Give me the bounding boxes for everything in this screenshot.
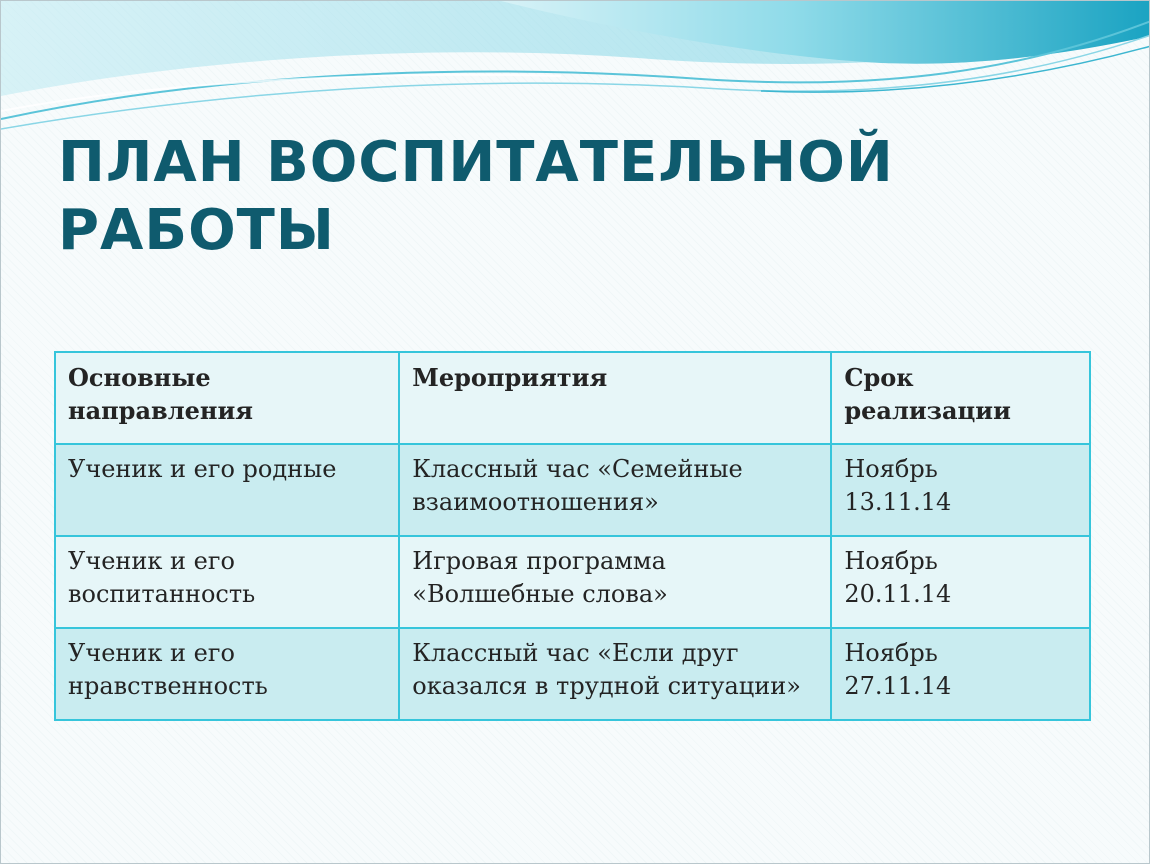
deadline-date: 13.11.14 bbox=[844, 488, 952, 516]
deadline-month: Ноябрь bbox=[844, 455, 938, 483]
cell-deadline bbox=[831, 628, 1090, 720]
cell-event: Классный час «Семейные взаимоотношения» bbox=[399, 444, 831, 536]
header-deadline: Срок реализации bbox=[831, 352, 1090, 444]
cell-deadline bbox=[831, 444, 1090, 536]
decorative-waves bbox=[1, 1, 1150, 141]
cell-event: Игровая программа «Волшебные слова» bbox=[399, 536, 831, 628]
header-events: Мероприятия bbox=[399, 352, 831, 444]
cell-direction: Ученик и его нравственность bbox=[55, 628, 399, 720]
slide-title bbox=[58, 129, 1098, 265]
cell-event: Классный час «Если друг оказался в трудной ситуации» bbox=[399, 628, 831, 720]
deadline-month: Ноябрь bbox=[844, 547, 938, 575]
table-row bbox=[55, 536, 1090, 628]
table-row bbox=[55, 444, 1090, 536]
slide-title-line-2: РАБОТЫ bbox=[58, 198, 335, 263]
header-directions: Основные направления bbox=[55, 352, 399, 444]
table-header-row bbox=[55, 352, 1090, 444]
cell-direction: Ученик и его воспитанность bbox=[55, 536, 399, 628]
cell-direction: Ученик и его родные bbox=[55, 444, 399, 536]
plan-table bbox=[54, 351, 1091, 721]
deadline-date: 20.11.14 bbox=[844, 580, 952, 608]
deadline-month: Ноябрь bbox=[844, 639, 938, 667]
table-row bbox=[55, 628, 1090, 720]
deadline-date: 27.11.14 bbox=[844, 672, 952, 700]
slide-title-line-1: ПЛАН ВОСПИТАТЕЛЬНОЙ bbox=[58, 130, 894, 195]
cell-deadline bbox=[831, 536, 1090, 628]
